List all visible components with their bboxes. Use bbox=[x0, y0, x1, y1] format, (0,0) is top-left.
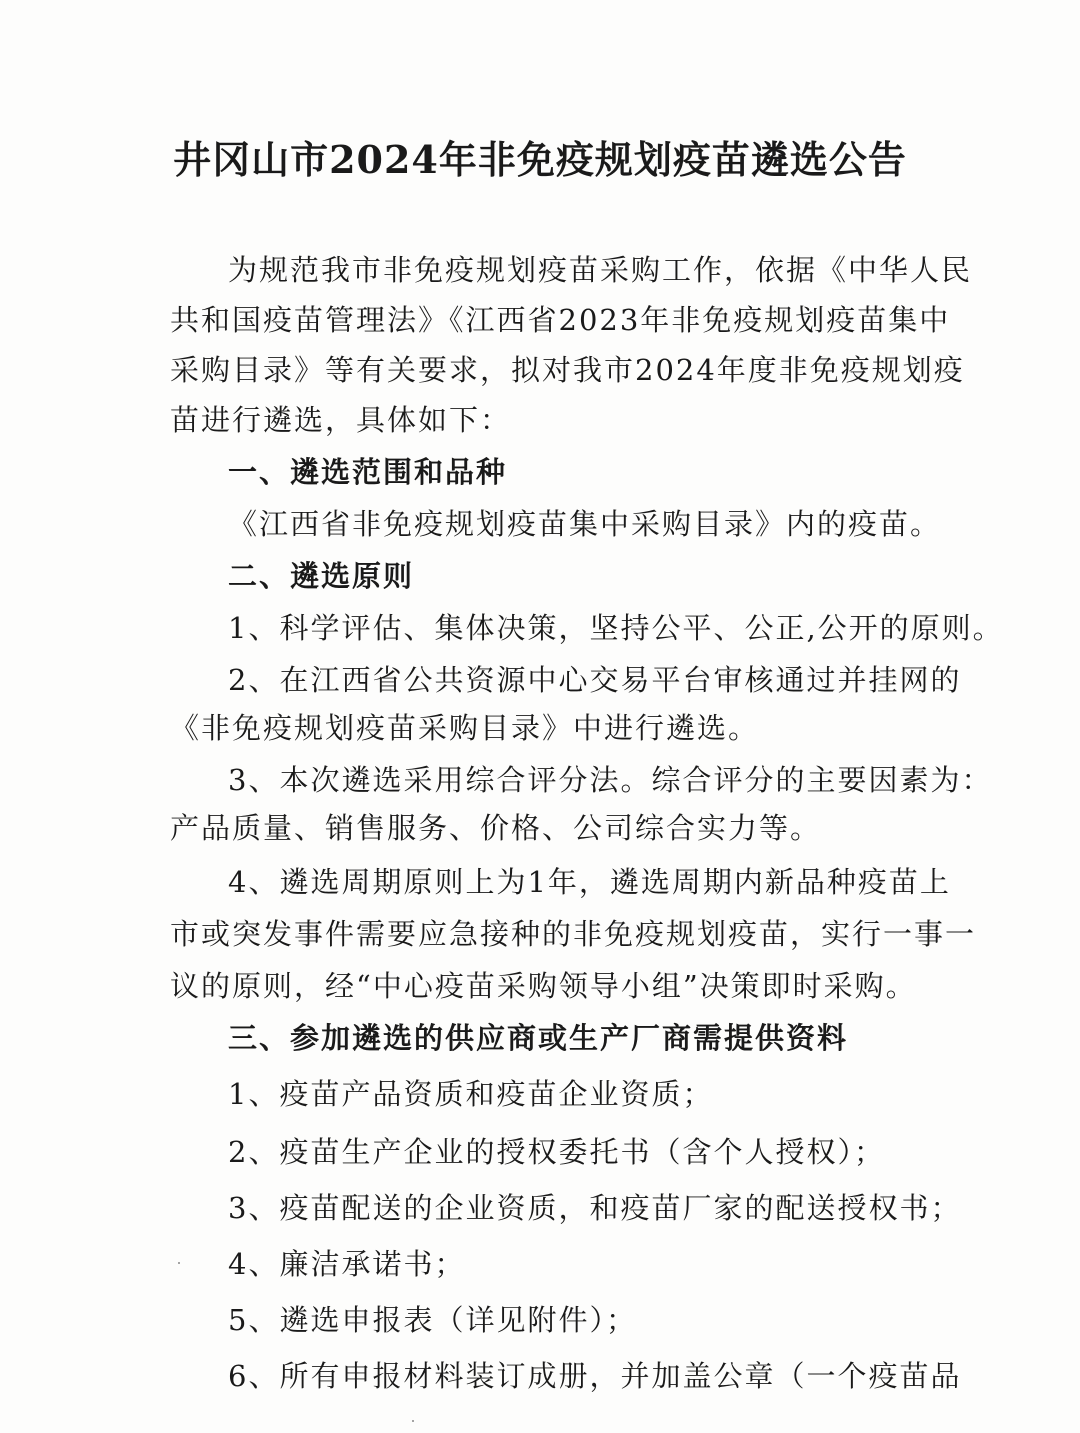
intro-line-2: 共和国疫苗管理法》《江西省2023年非免疫规划疫苗集中 bbox=[170, 303, 951, 337]
scan-speck bbox=[412, 1420, 414, 1422]
material-item: 6、所有申报材料装订成册，并加盖公章（一个疫苗品 bbox=[228, 1359, 962, 1393]
page-title: 井冈山市2024年非免疫规划疫苗遴选公告 bbox=[173, 137, 907, 182]
material-item: 4、廉洁承诺书； bbox=[228, 1247, 466, 1281]
section-heading-scope: 一、遴选范围和品种 bbox=[228, 455, 508, 489]
material-item: 5、遴选申报表（详见附件）； bbox=[228, 1303, 637, 1337]
intro-line-4: 苗进行遴选，具体如下： bbox=[170, 403, 512, 437]
intro-line-1: 为规范我市非免疫规划疫苗采购工作，依据《中华人民 bbox=[228, 253, 973, 287]
principle-item-3-line-1: 3、本次遴选采用综合评分法。综合评分的主要因素为： bbox=[228, 763, 993, 797]
principle-item-4-line-1: 4、遴选周期原则上为1年，遴选周期内新品种疫苗上 bbox=[228, 865, 951, 899]
principle-item-4-line-3: 议的原则，经“中心疫苗采购领导小组”决策即时采购。 bbox=[170, 969, 917, 1003]
intro-line-3: 采购目录》等有关要求，拟对我市2024年度非免疫规划疫 bbox=[170, 353, 965, 387]
material-item: 3、疫苗配送的企业资质，和疫苗厂家的配送授权书； bbox=[228, 1191, 962, 1225]
principle-item-3-line-2: 产品质量、销售服务、价格、公司综合实力等。 bbox=[170, 811, 822, 845]
section-heading-principles: 二、遴选原则 bbox=[228, 559, 415, 593]
material-item: 2、疫苗生产企业的授权委托书（含个人授权）； bbox=[228, 1135, 885, 1169]
material-item: 1、疫苗产品资质和疫苗企业资质； bbox=[228, 1077, 714, 1111]
scan-speck bbox=[178, 1262, 180, 1264]
section-heading-materials: 三、参加遴选的供应商或生产厂商需提供资料 bbox=[228, 1021, 849, 1055]
principle-item-2-line-1: 2、在江西省公共资源中心交易平台审核通过并挂网的 bbox=[228, 663, 962, 697]
section-scope-text: 《江西省非免疫规划疫苗集中采购目录》内的疫苗。 bbox=[228, 507, 942, 541]
principle-item-2-line-2: 《非免疫规划疫苗采购目录》中进行遴选。 bbox=[170, 711, 760, 745]
principle-item-1: 1、科学评估、集体决策，坚持公平、公正,公开的原则。 bbox=[228, 611, 1004, 645]
principle-item-4-line-2: 市或突发事件需要应急接种的非免疫规划疫苗，实行一事一 bbox=[170, 917, 977, 951]
